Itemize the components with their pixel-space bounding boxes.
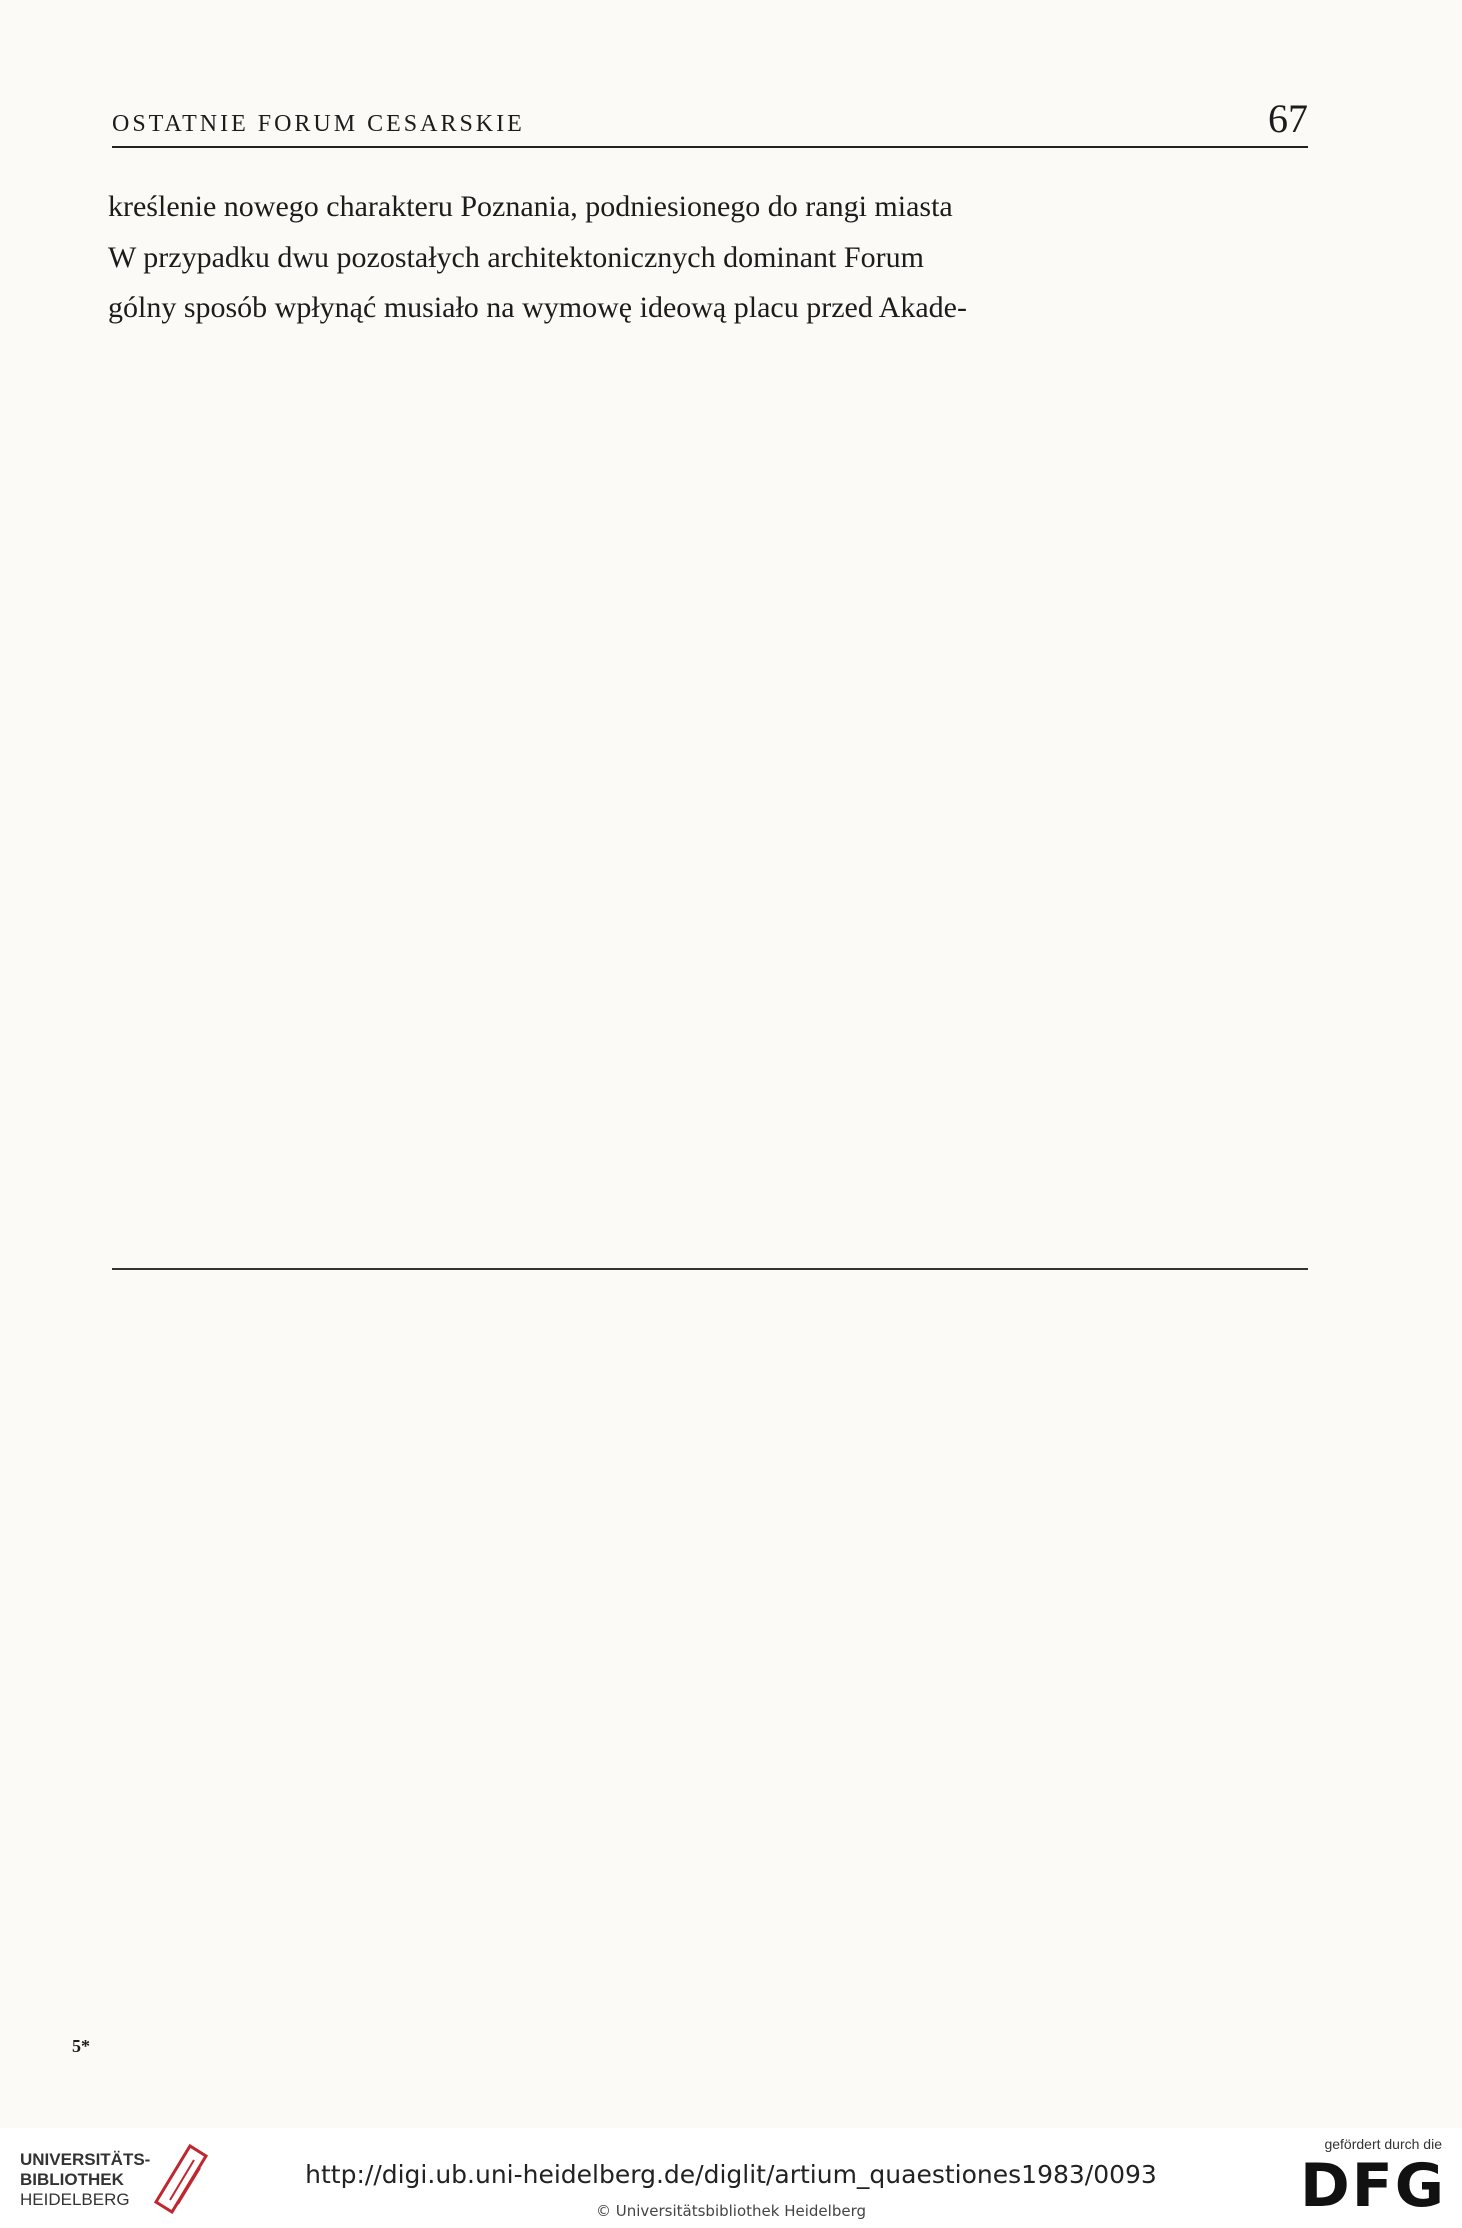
library-name-line: BIBLIOTHEK <box>20 2170 124 2189</box>
library-name-line: HEIDELBERG <box>20 2190 130 2209</box>
library-name-line: UNIVERSITÄTS- <box>20 2150 151 2169</box>
copyright-notice: © Universitätsbibliothek Heidelberg <box>595 2202 866 2220</box>
running-head <box>112 96 1308 148</box>
body-paragraph: W przypadku dwu pozostałych architektonicznych dominant Forum <box>108 240 924 274</box>
footnote-separator <box>112 1268 1308 1270</box>
funding-label: gefördert durch die <box>1324 2136 1442 2152</box>
body-text <box>108 186 1308 338</box>
running-head-title: OSTATNIE FORUM CESARSKIE <box>112 111 525 137</box>
dfg-logo: DFG <box>1299 2151 1446 2221</box>
page-number: 67 <box>1268 96 1308 141</box>
source-url-link[interactable]: http://digi.ub.uni-heidelberg.de/diglit/artium_quaestiones1983/0093 <box>305 2160 1157 2189</box>
body-paragraph: gólny sposób wpłynąć musiało na wymowę ideową placu przed Akade- <box>108 291 967 324</box>
signature-mark: 5* <box>72 2036 90 2056</box>
viewer-footer <box>0 2128 1462 2228</box>
body-paragraph: kreślenie nowego charakteru Poznania, podniesionego do rangi miasta <box>108 190 953 223</box>
